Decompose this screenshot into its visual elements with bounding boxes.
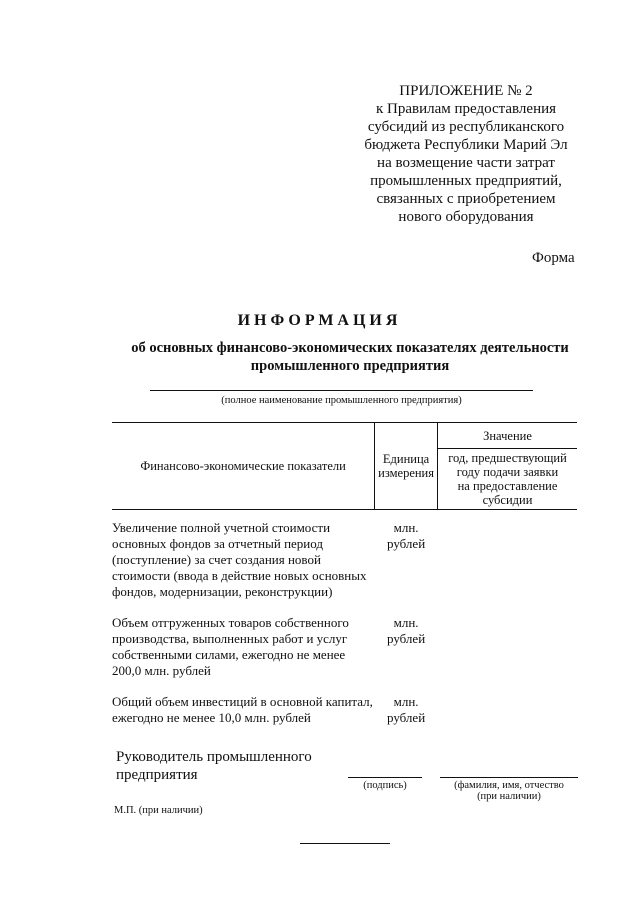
unit-header-line: Единица [382,452,430,466]
indicator-line: Увеличение полной учетной стоимости [112,520,331,535]
indicator-line: основных фондов за отчетный период [112,536,323,551]
value-header: Значение [438,423,578,449]
appendix-line: связанных с приобретением [376,191,556,207]
value-cell [438,687,578,730]
signature-line [348,777,422,778]
indicator-line: (поступление) за счет создания новой [112,552,321,567]
appendix-line: к Правилам предоставления [375,101,557,117]
unit-line: рублей [386,631,426,646]
head-title-line: предприятия [116,767,198,783]
unit-line: млн. [393,694,419,709]
indicator-line: ежегодно не менее 10,0 млн. рублей [112,710,311,725]
document-subtitle [60,339,639,375]
name-caption-line: (фамилия, имя, отчество [454,780,564,791]
name-line [440,777,578,778]
subtitle-line: об основных финансово-экономических показателях деятельности [131,340,569,356]
unit-line: рублей [386,536,426,551]
unit-line: рублей [386,710,426,725]
name-caption-line: (при наличии) [477,791,541,802]
year-header-line: году подачи заявки [456,465,559,479]
name-caption [440,780,578,802]
enterprise-name-line [150,390,533,391]
indicator-line: собственными силами, ежегодно не менее [112,647,346,662]
indicator-line: производства, выполненных работ и услуг [112,631,348,646]
unit-line: млн. [393,520,419,535]
indicator-line: стоимости (ввода в действие новых основных [112,568,367,583]
year-header-line: год, предшествующий [448,451,567,465]
end-line [300,843,390,844]
indicator-cell [112,687,375,730]
head-title [116,748,312,784]
head-title-line: Руководитель промышленного [116,749,312,765]
signature-caption: (подпись) [363,780,407,791]
indicator-cell [112,510,375,609]
value-cell [438,608,578,687]
unit-cell [375,687,438,730]
unit-cell [375,608,438,687]
indicator-cell [112,608,375,687]
table-row [112,687,577,730]
appendix-line: ПРИЛОЖЕНИЕ № 2 [399,83,533,99]
year-header-line: субсидии [482,493,533,507]
appendix-line: субсидий из республиканского [367,119,565,135]
indicators-table [112,422,577,730]
form-label: Форма [532,250,575,266]
year-header-line: на предоставление [457,479,558,493]
value-cell [438,510,578,609]
stamp-label: М.П. (при наличии) [114,805,203,816]
unit-header [375,423,438,510]
indicators-header: Финансово-экономические показатели [112,423,375,510]
table-row [112,510,577,609]
unit-cell [375,510,438,609]
appendix-block [340,82,592,226]
unit-header-line: измерения [378,466,434,480]
indicator-line: фондов, модернизации, реконструкции) [112,584,333,599]
enterprise-caption: (полное наименование промышленного предприятия) [221,395,462,406]
subtitle-line: промышленного предприятия [250,358,450,374]
table-row [112,608,577,687]
document-title: ИНФОРМАЦИЯ [237,312,402,329]
appendix-line: бюджета Республики Марий Эл [364,137,568,153]
appendix-line: нового оборудования [398,209,534,225]
indicator-line: Объем отгруженных товаров собственного [112,615,349,630]
year-header [438,449,578,510]
indicator-line: Общий объем инвестиций в основной капитал, [112,694,373,709]
indicator-line: 200,0 млн. рублей [112,663,211,678]
unit-line: млн. [393,615,419,630]
appendix-line: промышленных предприятий, [370,173,562,189]
appendix-line: на возмещение части затрат [377,155,555,171]
